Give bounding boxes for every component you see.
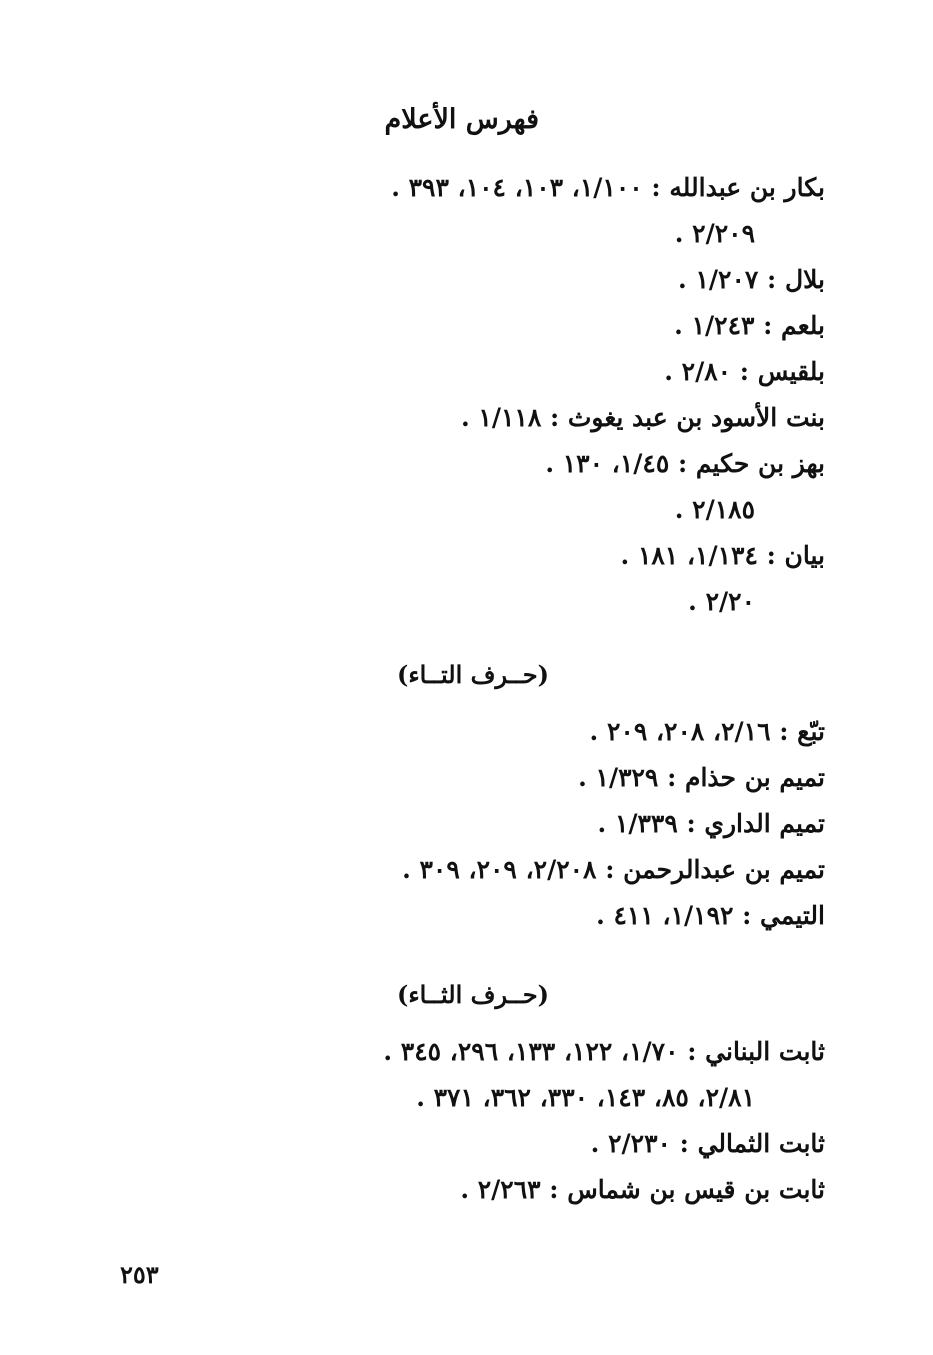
index-entry: ثابت الثمالي : ٢/٢٣٠ . [590, 1129, 825, 1158]
index-entry: بلعم : ١/٢٤٣ . [674, 311, 825, 340]
index-entry: تميم بن عبدالرحمن : ٢/٢٠٨، ٢٠٩، ٣٠٩ . [402, 855, 825, 884]
page-title: فهرس الأعلام [384, 104, 539, 135]
index-entry-continuation: ٢/٢٠ . [688, 587, 755, 616]
index-entry: بنت الأسود بن عبد يغوث : ١/١١٨ . [460, 403, 825, 432]
index-entry: ثابت البناني : ١/٧٠، ١٢٢، ١٣٣، ٢٩٦، ٣٤٥ . [383, 1037, 825, 1066]
section-heading-tha: (حــرف الثــاء) [397, 980, 549, 1009]
index-entry-continuation: ٢/٨١، ٨٥، ١٤٣، ٣٣٠، ٣٦٢، ٣٧١ . [416, 1083, 755, 1112]
index-entry: التيمي : ١/١٩٢، ٤١١ . [596, 901, 825, 930]
index-entry: بكار بن عبدالله : ١/١٠٠، ١٠٣، ١٠٤، ٣٩٣ . [391, 173, 825, 202]
page-number: ٢٥٣ [120, 1260, 159, 1289]
section-heading-ta: (حــرف التــاء) [397, 660, 549, 689]
index-entry-continuation: ٢/٢٠٩ . [674, 219, 755, 248]
index-entry: بهز بن حكيم : ١/٤٥، ١٣٠ . [545, 449, 825, 478]
index-entry: بلقيس : ٢/٨٠ . [664, 357, 825, 386]
index-entry: تميم بن حذام : ١/٣٢٩ . [578, 763, 825, 792]
index-entry: تميم الداري : ١/٣٣٩ . [597, 809, 825, 838]
index-entry: ثابت بن قيس بن شماس : ٢/٢٦٣ . [460, 1175, 825, 1204]
index-entry: تبّع : ٢/١٦، ٢٠٨، ٢٠٩ . [589, 717, 825, 746]
index-entry: بلال : ١/٢٠٧ . [678, 265, 825, 294]
index-entry-continuation: ٢/١٨٥ . [674, 495, 755, 524]
index-entry: بيان : ١/١٣٤، ١٨١ . [620, 541, 825, 570]
